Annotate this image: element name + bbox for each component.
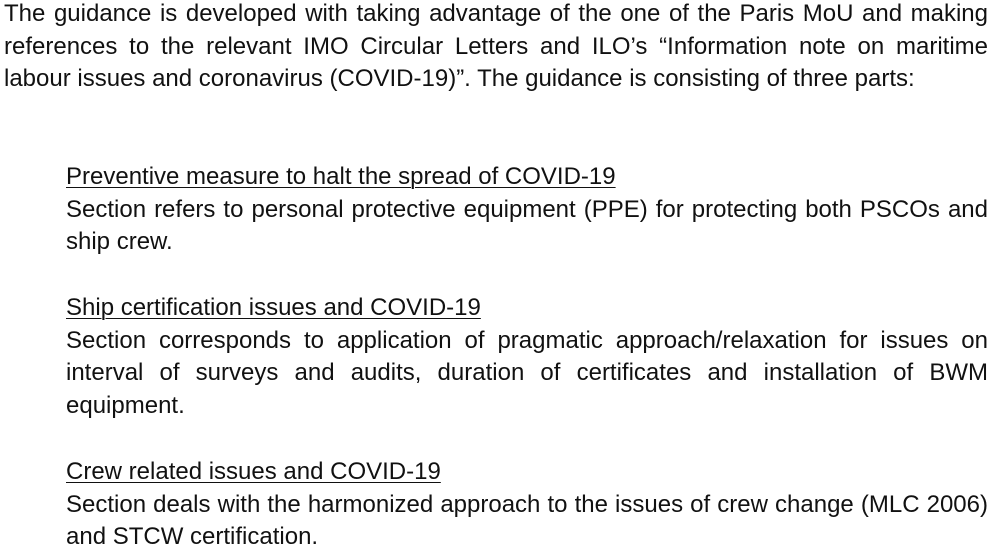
intro-paragraph: The guidance is developed with taking advantage of the one of the Paris MoU and making references to the relevant IMO Circular Letters and ILO’s “Information note on maritime labour issues and coronavirus (COVID-19)”. The guidance is consisting of three parts: (4, 0, 988, 93)
section-heading: Crew related issues and COVID-19 (66, 458, 441, 485)
section-body: Section refers to personal protective equipment (PPE) for protecting both PSCOs and ship crew. (66, 195, 988, 256)
section-crew-issues (66, 456, 988, 554)
section-ship-certification (66, 292, 988, 423)
section-body: Section deals with the harmonized approach to the issues of crew change (MLC 2006) and STCW certification. (66, 490, 988, 551)
section-heading: Preventive measure to halt the spread of COVID-19 (66, 163, 616, 190)
section-preventive-measures (66, 161, 988, 259)
section-heading: Ship certification issues and COVID-19 (66, 294, 481, 321)
section-body: Section corresponds to application of pragmatic approach/relaxation for issues on interval of surveys and audits, duration of certificates and installation of BWM equipment. (66, 326, 988, 420)
